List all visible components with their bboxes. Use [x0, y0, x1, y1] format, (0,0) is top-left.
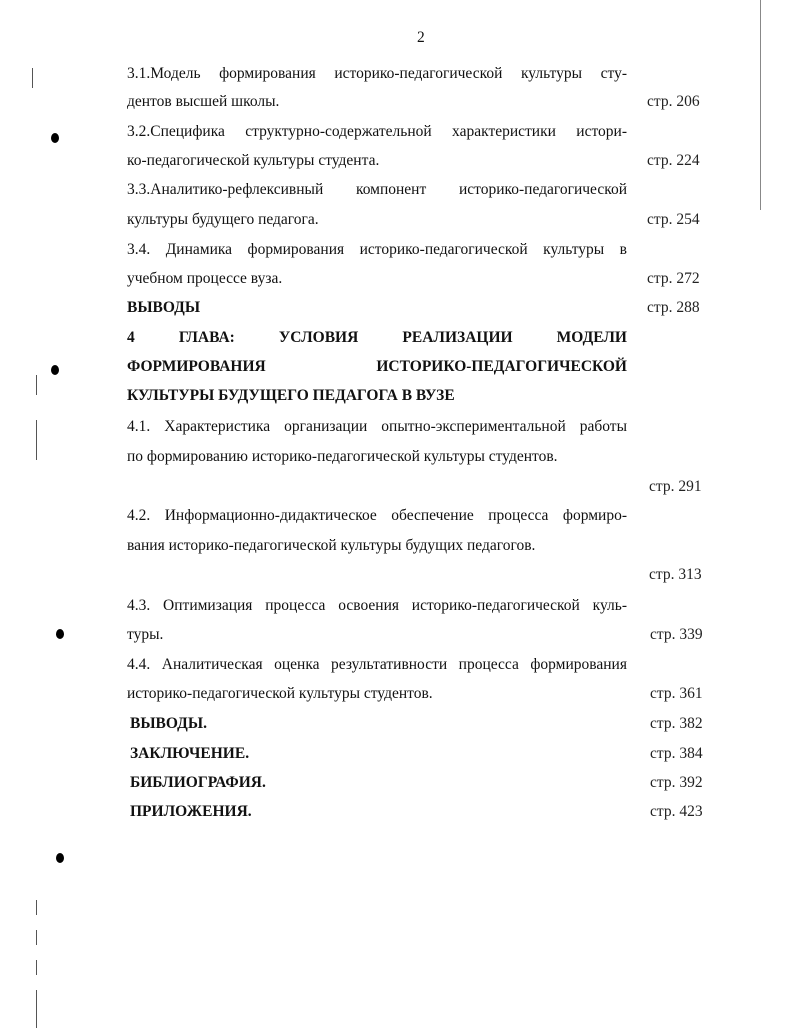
scan-edge-mark: [36, 930, 37, 945]
page-number: 2: [417, 29, 425, 46]
binder-hole-mark: [51, 133, 59, 143]
toc-conclusions-3-page: стр. 288: [647, 299, 700, 316]
toc-bibliography-page: стр. 392: [650, 774, 703, 791]
toc-conclusion-page: стр. 384: [650, 745, 703, 762]
toc-entry-3-1-line1: 3.1.Модель формирования историко-педагогической культуры сту-: [127, 65, 627, 82]
toc-entry-3-4-page: стр. 272: [647, 270, 700, 287]
toc-entry-4-2-line1: 4.2. Информационно-дидактическое обеспечение процесса формиро-: [127, 507, 627, 524]
scan-edge-mark: [36, 900, 37, 915]
toc-entry-4-4-line1: 4.4. Аналитическая оценка результативности процесса формирования: [127, 656, 627, 673]
toc-entry-3-2-line2: ко-педагогической культуры студента.: [127, 152, 380, 169]
toc-entry-3-1-page: стр. 206: [647, 93, 700, 110]
scan-edge-mark: [36, 960, 37, 975]
chapter-4-heading-line2: [127, 357, 627, 377]
toc-bibliography: БИБЛИОГРАФИЯ.: [130, 774, 266, 791]
toc-entry-4-3-page: стр. 339: [650, 626, 703, 643]
scan-edge-mark: [36, 420, 37, 460]
toc-entry-4-1-line2: по формированию историко-педагогической культуры студентов.: [127, 448, 558, 465]
toc-appendices-page: стр. 423: [650, 803, 703, 820]
binder-hole-mark: [56, 853, 64, 863]
chapter-4-number: 4: [127, 329, 135, 346]
toc-entry-3-3-line1: 3.3.Аналитико-рефлексивный компонент историко-педагогической: [127, 181, 627, 198]
toc-entry-4-2-page: стр. 313: [649, 566, 702, 583]
chapter-4-word-formirovaniya: ФОРМИРОВАНИЯ: [127, 358, 266, 375]
chapter-4-word-istoriko: ИСТОРИКО-ПЕДАГОГИЧЕСКОЙ: [376, 358, 627, 375]
chapter-4-word-modeli: МОДЕЛИ: [556, 329, 627, 346]
toc-entry-3-4-line2: учебном процессе вуза.: [127, 270, 283, 287]
toc-entry-4-1-page: стр. 291: [649, 478, 702, 495]
toc-entry-3-1-line2: дентов высшей школы.: [127, 93, 280, 110]
toc-appendices: ПРИЛОЖЕНИЯ.: [130, 803, 252, 820]
toc-conclusions-4-page: стр. 382: [650, 715, 703, 732]
scan-edge-mark: [760, 0, 761, 210]
toc-conclusion: ЗАКЛЮЧЕНИЕ.: [130, 745, 250, 762]
scan-edge-mark: [36, 990, 37, 1028]
binder-hole-mark: [56, 629, 64, 639]
binder-hole-mark: [51, 365, 59, 375]
toc-entry-4-1-line1: 4.1. Характеристика организации опытно-экспериментальной работы: [127, 418, 627, 435]
toc-conclusions-4: ВЫВОДЫ.: [130, 715, 207, 732]
chapter-4-word-usloviya: УСЛОВИЯ: [278, 329, 359, 346]
toc-entry-3-4-line1: 3.4. Динамика формирования историко-педагогической культуры в: [127, 241, 627, 258]
toc-entry-4-3-line2: туры.: [127, 626, 164, 643]
toc-entry-3-2-page: стр. 224: [647, 152, 700, 169]
toc-conclusions-3: ВЫВОДЫ: [127, 299, 201, 316]
toc-entry-4-4-page: стр. 361: [650, 685, 703, 702]
toc-entry-3-3-line2: культуры будущего педагога.: [127, 211, 319, 228]
scan-edge-mark: [32, 68, 33, 88]
scan-edge-mark: [36, 375, 37, 395]
chapter-4-word-glava: ГЛАВА:: [178, 329, 235, 346]
chapter-4-heading-line3: КУЛЬТУРЫ БУДУЩЕГО ПЕДАГОГА В ВУЗЕ: [127, 387, 455, 404]
toc-entry-4-3-line1: 4.3. Оптимизация процесса освоения историко-педагогической куль-: [127, 597, 627, 614]
chapter-4-heading-line1: [127, 328, 627, 348]
toc-entry-4-4-line2: историко-педагогической культуры студентов.: [127, 685, 433, 702]
chapter-4-word-realizatsii: РЕАЛИЗАЦИИ: [402, 329, 513, 346]
toc-entry-3-3-page: стр. 254: [647, 211, 700, 228]
toc-entry-3-2-line1: 3.2.Специфика структурно-содержательной характеристики истори-: [127, 123, 627, 140]
toc-entry-4-2-line2: вания историко-педагогической культуры будущих педагогов.: [127, 537, 536, 554]
